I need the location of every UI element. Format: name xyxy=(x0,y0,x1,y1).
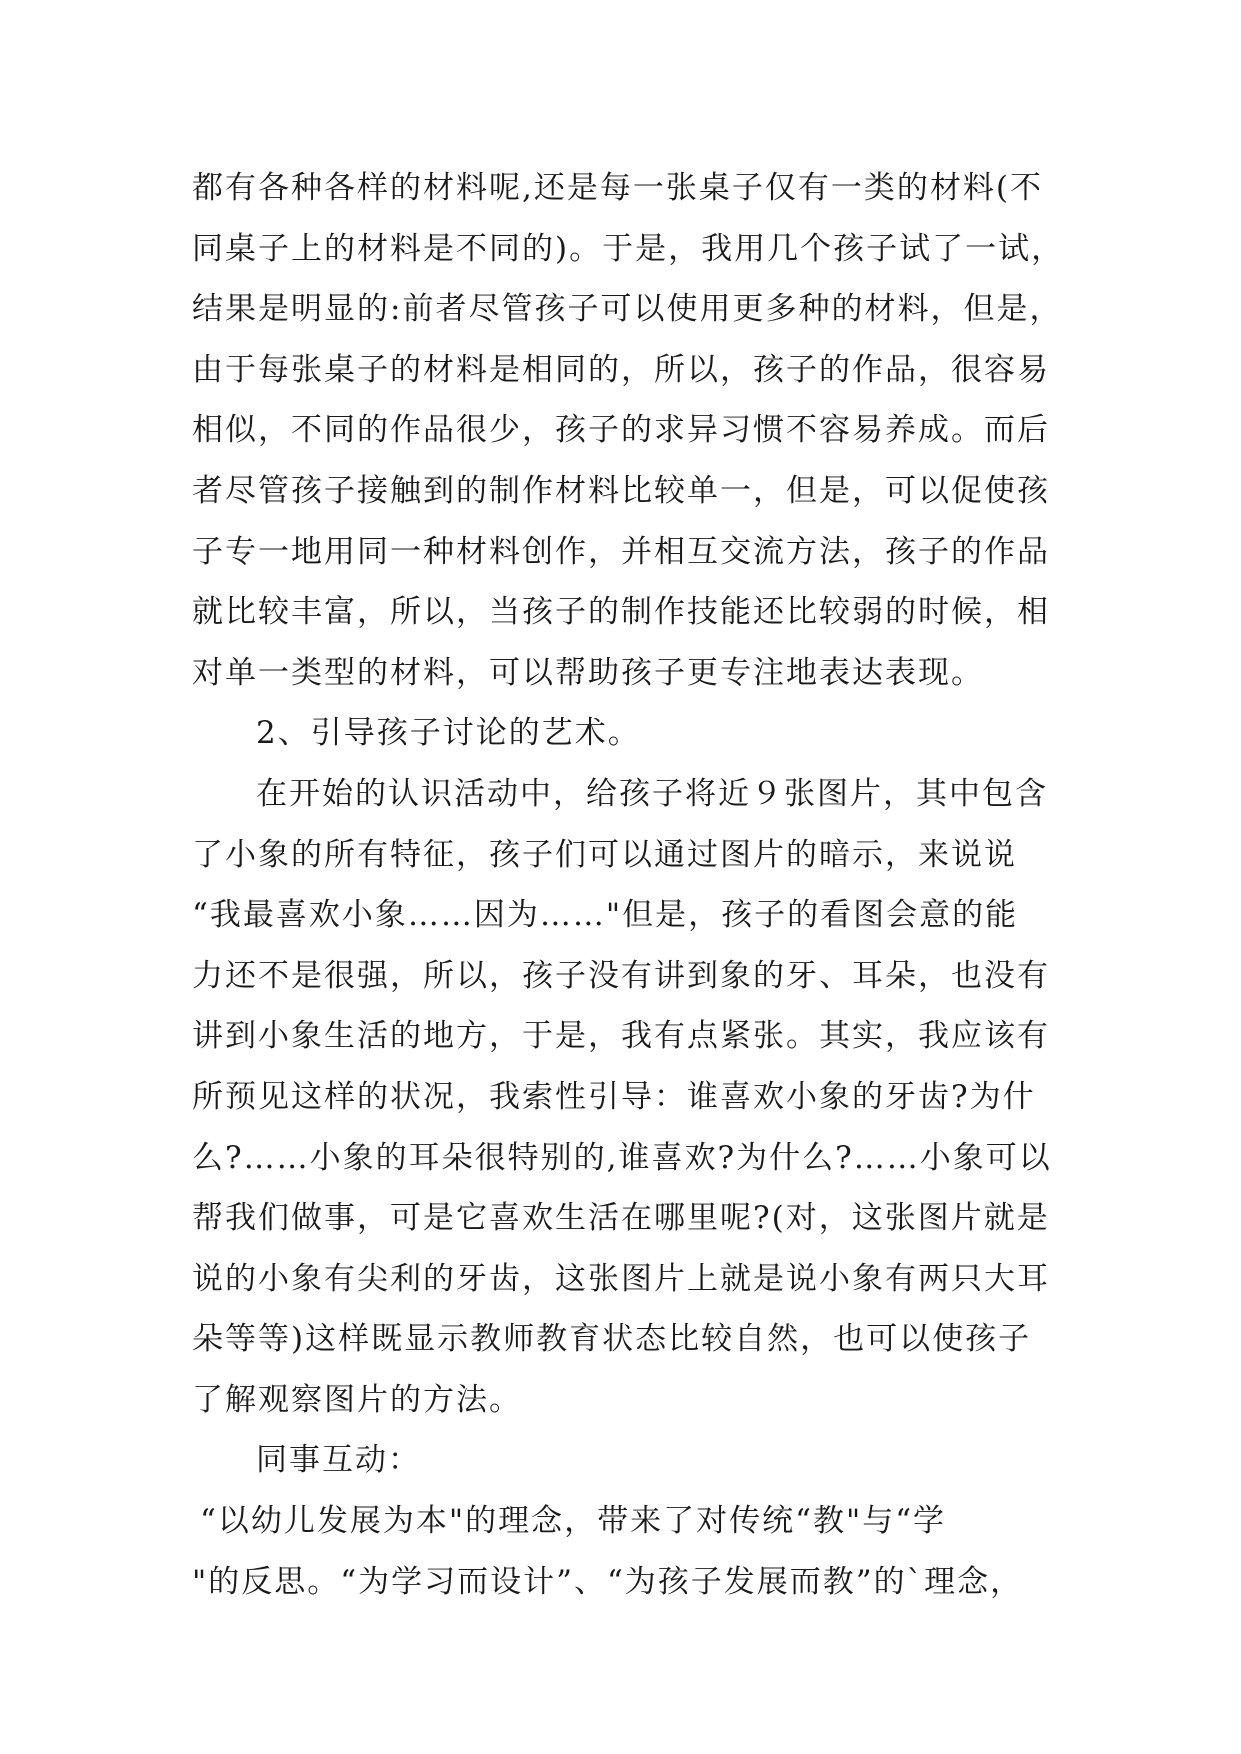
text-line: 同桌子上的材料是不同的)。于是，我用几个孩子试了一试， xyxy=(192,230,1065,267)
text-line: 对单一类型的材料，可以帮助孩子更专注地表达表现。 xyxy=(192,654,984,691)
text-line: 由于每张桌子的材料是相同的，所以，孩子的作品，很容易 xyxy=(192,351,1050,388)
text-line: 结果是明显的:前者尽管孩子可以使用更多种的材料，但是， xyxy=(192,291,1063,328)
document-page xyxy=(192,158,1072,1612)
paragraph-start: “以幼儿发展为本"的理念，带来了对传统“教"与“学 xyxy=(200,1503,947,1540)
text-line: 者尽管孩子接触到的制作材料比较单一，但是，可以促使孩 xyxy=(192,472,1050,509)
text-line: 讲到小象生活的地方，于是，我有点紧张。其实，我应该有 xyxy=(192,1018,1050,1055)
text-line: 了小象的所有特征，孩子们可以通过图片的暗示，来说说 xyxy=(192,836,1017,873)
text-line: 力还不是很强，所以，孩子没有讲到象的牙、耳朵，也没有 xyxy=(192,957,1050,994)
text-line: 就比较丰富，所以，当孩子的制作技能还比较弱的时候，相 xyxy=(192,594,1050,631)
text-line: 都有各种各样的材料呢,还是每一张桌子仅有一类的材料(不 xyxy=(192,170,1043,206)
section-heading: 2、引导孩子讨论的艺术。 xyxy=(256,715,641,752)
text-line: 帮我们做事，可是它喜欢生活在哪里呢?(对，这张图片就是 xyxy=(192,1200,1050,1237)
text-line: "的反思。“为学习而设计”、“为孩子发展而教”的`理念， xyxy=(192,1563,1024,1600)
text-line: 了解观察图片的方法。 xyxy=(192,1381,522,1418)
section-heading: 同事互动： xyxy=(256,1442,421,1479)
text-line: 朵等等)这样既显示教师教育状态比较自然，也可以使孩子 xyxy=(192,1321,1032,1358)
text-line: 么?……小象的耳朵很特别的,谁喜欢?为什么?……小象可以 xyxy=(192,1139,1052,1176)
text-line: 说的小象有尖利的牙齿，这张图片上就是说小象有两只大耳 xyxy=(192,1260,1050,1297)
paragraph-start: 在开始的认识活动中，给孩子将近９张图片，其中包含 xyxy=(256,775,1048,812)
text-line: 所预见这样的状况，我索性引导：谁喜欢小象的牙齿?为什 xyxy=(192,1078,1036,1115)
text-line: 相似，不同的作品很少，孩子的求异习惯不容易养成。而后 xyxy=(192,412,1050,449)
text-line: 子专一地用同一种材料创作，并相互交流方法，孩子的作品 xyxy=(192,533,1050,570)
text-line: “我最喜欢小象……因为……"但是，孩子的看图会意的能 xyxy=(192,897,1019,934)
